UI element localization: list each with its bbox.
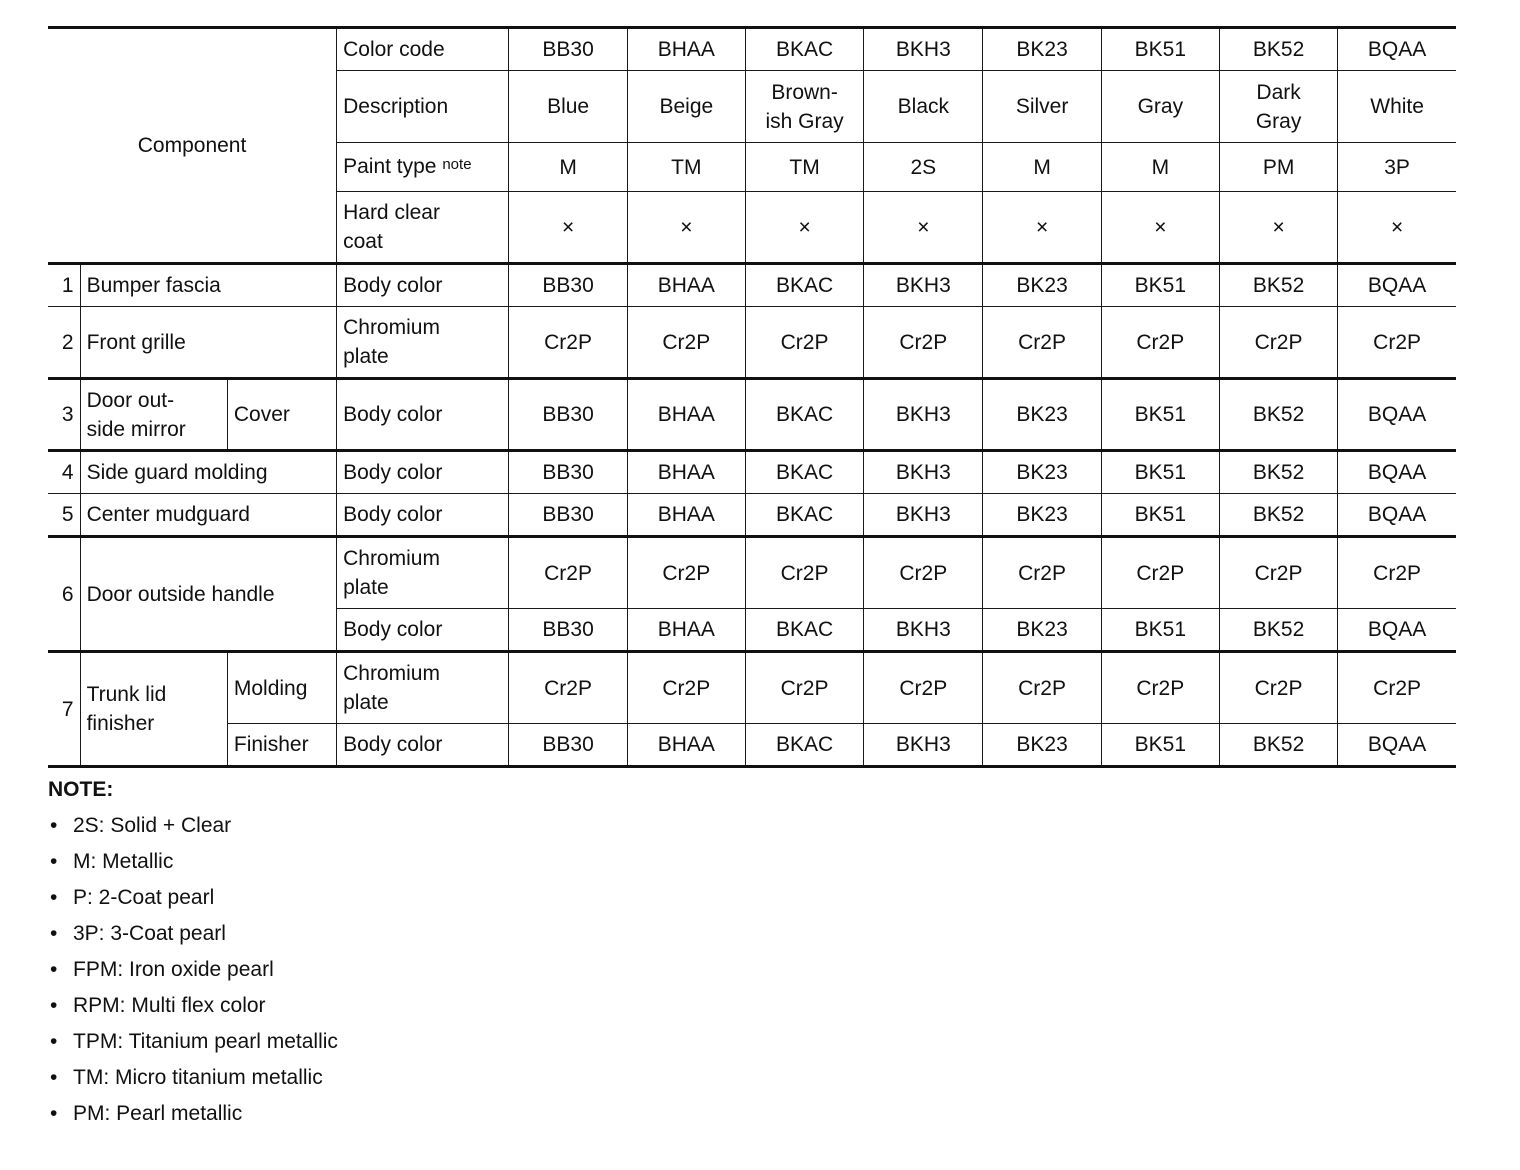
row-number: 6 xyxy=(48,537,80,652)
paint-type-label: Paint type $^{note}$ xyxy=(337,143,509,192)
table-cell: BKAC xyxy=(745,379,863,451)
table-cell: Cr2P xyxy=(627,307,745,379)
list-item: • TPM: Titanium pearl metallic xyxy=(48,1024,338,1060)
color-code-cell: BK52 xyxy=(1219,28,1337,71)
paint-type-cell: 3P xyxy=(1338,143,1456,192)
table-cell: BB30 xyxy=(509,609,627,652)
table-cell: Cr2P xyxy=(509,307,627,379)
table-row xyxy=(48,724,1456,767)
table-cell: BQAA xyxy=(1338,494,1456,537)
table-cell: BQAA xyxy=(1338,451,1456,494)
table-cell: BK51 xyxy=(1101,609,1219,652)
description-cell: Blue xyxy=(509,71,627,143)
table-cell: BKH3 xyxy=(864,494,983,537)
table-cell: Cr2P xyxy=(627,537,745,609)
list-item: • RPM: Multi flex color xyxy=(48,988,338,1024)
finish-label: Body color xyxy=(337,724,509,767)
table-cell: BKH3 xyxy=(864,264,983,307)
paint-type-cell: PM xyxy=(1219,143,1337,192)
bullet-icon: • xyxy=(50,922,58,945)
paint-type-note-sup: note xyxy=(442,155,472,173)
table-row xyxy=(48,494,1456,537)
table-cell: BK52 xyxy=(1219,264,1337,307)
table-row xyxy=(48,379,1456,451)
row-number: 2 xyxy=(48,307,80,379)
component-name: Front grille xyxy=(80,307,337,379)
finish-label: Chromium plate xyxy=(337,307,509,379)
description-cell: Gray xyxy=(1101,71,1219,143)
hard-clear-label: Hard clear coat xyxy=(337,192,509,264)
table-cell: BB30 xyxy=(509,379,627,451)
table-cell: Cr2P xyxy=(864,307,983,379)
table-cell: BQAA xyxy=(1338,724,1456,767)
color-code-cell: BKH3 xyxy=(864,28,983,71)
bullet-icon: • xyxy=(50,994,58,1017)
paint-type-cell: M xyxy=(983,143,1101,192)
table-cell: BK51 xyxy=(1101,451,1219,494)
table-cell: BK51 xyxy=(1101,264,1219,307)
description-cell: Beige xyxy=(627,71,745,143)
bullet-icon: • xyxy=(50,1030,58,1053)
hard-clear-cell: × xyxy=(627,192,745,264)
table-cell: BK23 xyxy=(983,451,1101,494)
sub-component: Cover xyxy=(227,379,336,451)
table-cell: BQAA xyxy=(1338,264,1456,307)
table-cell: BK52 xyxy=(1219,379,1337,451)
table-cell: BKAC xyxy=(745,609,863,652)
hard-clear-cell: × xyxy=(1219,192,1337,264)
row-number: 1 xyxy=(48,264,80,307)
paint-type-cell: TM xyxy=(745,143,863,192)
table-cell: Cr2P xyxy=(745,537,863,609)
hard-clear-cell: × xyxy=(1338,192,1456,264)
finish-label: Chromium plate xyxy=(337,537,509,609)
table-cell: Cr2P xyxy=(864,652,983,724)
table-cell: BK23 xyxy=(983,379,1101,451)
paint-type-cell: M xyxy=(509,143,627,192)
table-cell: BK23 xyxy=(983,494,1101,537)
bullet-icon: • xyxy=(50,1102,58,1125)
table-cell: BK23 xyxy=(983,724,1101,767)
table-cell: BQAA xyxy=(1338,379,1456,451)
row-number: 3 xyxy=(48,379,80,451)
color-code-cell: BQAA xyxy=(1338,28,1456,71)
table-cell: Cr2P xyxy=(745,652,863,724)
table-cell: Cr2P xyxy=(983,652,1101,724)
color-code-cell: BK23 xyxy=(983,28,1101,71)
description-cell: Black xyxy=(864,71,983,143)
color-code-cell: BK51 xyxy=(1101,28,1219,71)
table-cell: Cr2P xyxy=(1219,652,1337,724)
table-cell: BHAA xyxy=(627,609,745,652)
header-row-color-code xyxy=(48,28,1456,71)
bullet-icon: • xyxy=(50,886,58,909)
component-name: Door out- side mirror xyxy=(80,379,227,451)
notes-section xyxy=(48,772,338,1132)
table-cell: BB30 xyxy=(509,451,627,494)
table-cell: BKH3 xyxy=(864,724,983,767)
table-cell: Cr2P xyxy=(1101,307,1219,379)
finish-label: Body color xyxy=(337,451,509,494)
table-cell: Cr2P xyxy=(983,537,1101,609)
list-item: • TM: Micro titanium metallic xyxy=(48,1060,338,1096)
component-name: Door outside handle xyxy=(80,537,337,652)
row-number: 4 xyxy=(48,451,80,494)
table-cell: BB30 xyxy=(509,264,627,307)
table-row xyxy=(48,264,1456,307)
table-cell: Cr2P xyxy=(1101,652,1219,724)
table-cell: BKAC xyxy=(745,724,863,767)
table-cell: BK23 xyxy=(983,264,1101,307)
table-cell: BKH3 xyxy=(864,609,983,652)
table-cell: BK23 xyxy=(983,609,1101,652)
table-cell: BKAC xyxy=(745,451,863,494)
description-label: Description xyxy=(337,71,509,143)
list-item: • FPM: Iron oxide pearl xyxy=(48,952,338,988)
finish-label: Body color xyxy=(337,494,509,537)
table-cell: BK52 xyxy=(1219,609,1337,652)
component-header-label: Component xyxy=(137,134,247,157)
table-cell: BK51 xyxy=(1101,379,1219,451)
list-item: • 2S: Solid + Clear xyxy=(48,808,338,844)
table-row xyxy=(48,537,1456,609)
table-cell: BKAC xyxy=(745,264,863,307)
description-cell: Dark Gray xyxy=(1219,71,1337,143)
table-cell: BK51 xyxy=(1101,724,1219,767)
notes-list xyxy=(48,808,338,1132)
table-cell: BHAA xyxy=(627,724,745,767)
table-cell: Cr2P xyxy=(509,652,627,724)
table-cell: BK51 xyxy=(1101,494,1219,537)
table-cell: BQAA xyxy=(1338,609,1456,652)
finish-label: Body color xyxy=(337,609,509,652)
color-code-label: Color code xyxy=(337,28,509,71)
table-cell: Cr2P xyxy=(1101,537,1219,609)
notes-title: NOTE: xyxy=(48,778,114,801)
paint-color-table xyxy=(48,26,1456,768)
sub-component: Finisher xyxy=(227,724,336,767)
table-cell: Cr2P xyxy=(509,537,627,609)
paint-type-cell: 2S xyxy=(864,143,983,192)
table-cell: Cr2P xyxy=(627,652,745,724)
table-cell: Cr2P xyxy=(1338,307,1456,379)
sub-component: Molding xyxy=(227,652,336,724)
hard-clear-cell: × xyxy=(864,192,983,264)
row-number: 7 xyxy=(48,652,80,767)
bullet-icon: • xyxy=(50,814,58,837)
table-cell: BHAA xyxy=(627,379,745,451)
list-item: • P: 2-Coat pearl xyxy=(48,880,338,916)
table-cell: Cr2P xyxy=(1219,307,1337,379)
component-name: Bumper fascia xyxy=(80,264,337,307)
table-cell: BB30 xyxy=(509,724,627,767)
table-cell: BHAA xyxy=(627,494,745,537)
color-code-cell: BKAC xyxy=(745,28,863,71)
bullet-icon: • xyxy=(50,958,58,981)
hard-clear-cell: × xyxy=(509,192,627,264)
table-cell: Cr2P xyxy=(745,307,863,379)
table-row xyxy=(48,307,1456,379)
table-cell: Cr2P xyxy=(864,537,983,609)
table-cell: Cr2P xyxy=(983,307,1101,379)
description-cell: Brown- ish Gray xyxy=(745,71,863,143)
component-header xyxy=(48,28,337,264)
finish-label: Body color xyxy=(337,264,509,307)
color-code-cell: BB30 xyxy=(509,28,627,71)
row-number: 5 xyxy=(48,494,80,537)
hard-clear-cell: × xyxy=(1101,192,1219,264)
table-cell: BK52 xyxy=(1219,494,1337,537)
finish-label: Body color xyxy=(337,379,509,451)
bullet-icon: • xyxy=(50,1066,58,1089)
table-cell: Cr2P xyxy=(1219,537,1337,609)
table-row xyxy=(48,652,1456,724)
table-cell: BB30 xyxy=(509,494,627,537)
component-name: Trunk lid finisher xyxy=(80,652,227,767)
description-cell: Silver xyxy=(983,71,1101,143)
list-item: • M: Metallic xyxy=(48,844,338,880)
list-item: • PM: Pearl metallic xyxy=(48,1096,338,1132)
table-row xyxy=(48,451,1456,494)
table-cell: BHAA xyxy=(627,451,745,494)
component-name: Center mudguard xyxy=(80,494,337,537)
paint-type-cell: TM xyxy=(627,143,745,192)
table-cell: Cr2P xyxy=(1338,537,1456,609)
finish-label: Chromium plate xyxy=(337,652,509,724)
hard-clear-cell: × xyxy=(983,192,1101,264)
table-cell: BKAC xyxy=(745,494,863,537)
paint-type-cell: M xyxy=(1101,143,1219,192)
list-item: • 3P: 3-Coat pearl xyxy=(48,916,338,952)
table-cell: BHAA xyxy=(627,264,745,307)
table-cell: BKH3 xyxy=(864,451,983,494)
table-cell: BK52 xyxy=(1219,724,1337,767)
color-code-cell: BHAA xyxy=(627,28,745,71)
hard-clear-cell: × xyxy=(745,192,863,264)
table-cell: Cr2P xyxy=(1338,652,1456,724)
component-name: Side guard molding xyxy=(80,451,337,494)
table-cell: BKH3 xyxy=(864,379,983,451)
bullet-icon: • xyxy=(50,850,58,873)
table-cell: BK52 xyxy=(1219,451,1337,494)
description-cell: White xyxy=(1338,71,1456,143)
